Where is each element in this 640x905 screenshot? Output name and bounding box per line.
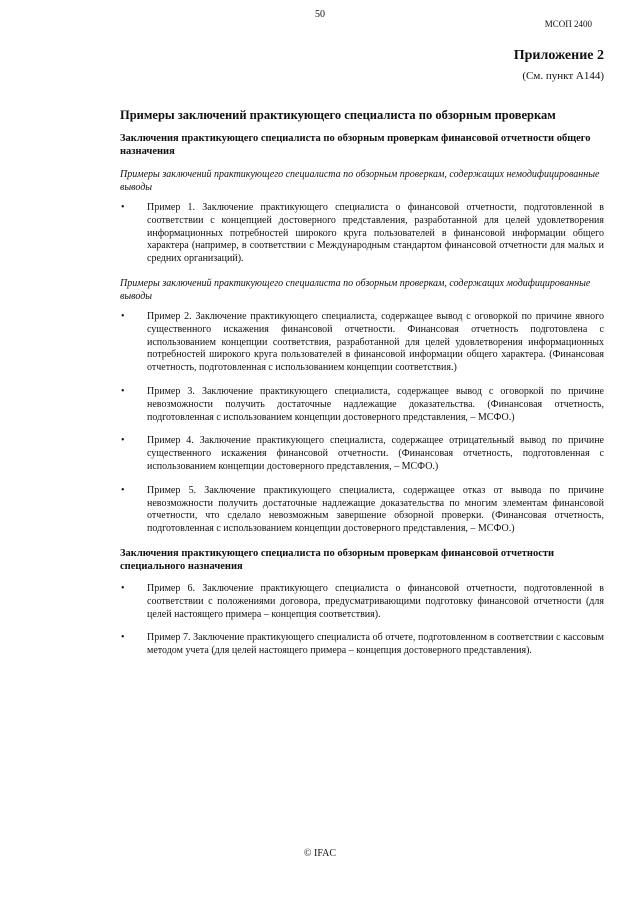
example-list-modified [120, 311, 604, 536]
bullet-icon: • [121, 435, 125, 447]
list-item-text: Пример 4. Заключение практикующего специалиста, содержащее отрицательный вывод по причине существенного искажения финансовой отчетности. (Финансовая отчетность, подготовленная с использованием концепции достоверного представления, – МСФО.) [147, 435, 604, 472]
page-title: Примеры заключений практикующего специалиста по обзорным проверкам [120, 108, 556, 122]
list-item-text: Пример 7. Заключение практикующего специалиста об отчете, подготовленном в соответствии с кассовым методом учета (для целей настоящего примера – концепция достоверного представления). [147, 632, 604, 657]
list-item-example-7 [120, 632, 604, 658]
list-item-text: Пример 5. Заключение практикующего специалиста, содержащее отказ от вывода по причине невозможности получить достаточные надлежащие доказательства по многим элементам финансовой отчетности, что сделало невозможным завершение обзорной проверки. (Финансовая отчетность, подготовленная с использованием концепции достоверного представления, – МСФО.) [147, 484, 604, 535]
list-item-example-2 [120, 311, 604, 375]
section-title-special-purpose: Заключения практикующего специалиста по обзорным проверкам финансовой отчетности специального назначения [120, 547, 555, 572]
standard-code: МСОП 2400 [544, 19, 592, 29]
page-number: 50 [315, 9, 325, 20]
bullet-icon: • [121, 310, 125, 322]
list-item-text: Пример 6. Заключение практикующего специалиста о финансовой отчетности, подготовленной в соответствии с положениями договора, предусматривающими подготовку финансовой отчетности (для целей настоящего примера – концепция соответствия). [147, 582, 604, 620]
subtitle-unmodified-conclusions: Примеры заключений практикующего специалиста по обзорным проверкам, содержащих немодифицированные выводы [120, 169, 600, 193]
example-list-special-purpose [120, 583, 604, 658]
copyright-footer: © IFAC [303, 848, 337, 859]
list-item-example-6 [120, 583, 604, 621]
list-item-text: Пример 3. Заключение практикующего специалиста, содержащее вывод с оговоркой по причине невозможности получить достаточные надлежащие доказательства. (Финансовая отчетность, подготовленная с использованием концепции достоверного представления, – МСФО.) [147, 385, 604, 423]
document-body [120, 107, 604, 669]
list-item-example-1 [120, 202, 604, 266]
list-item-example-5 [120, 485, 604, 536]
appendix-title: Приложение 2 [513, 48, 604, 63]
section-title-general-purpose: Заключения практикующего специалиста по обзорным проверкам финансовой отчетности общего назначения [120, 133, 591, 157]
bullet-icon: • [121, 202, 125, 213]
example-list-unmodified [120, 202, 604, 266]
appendix-reference: (См. пункт А144) [522, 70, 604, 82]
list-item-example-4 [120, 435, 604, 473]
subtitle-modified-conclusions: Примеры заключений практикующего специалиста по обзорным проверкам, содержащих модифицированные выводы [120, 277, 591, 302]
list-item-text: Пример 2. Заключение практикующего специалиста, содержащее вывод с оговоркой по причине явного существенного искажения финансовой отчетности. Финансовая отчетность подготовлена с использованием концепции соответствия, разработанной для целей удовлетворения информационных потребностей широкого круга пользователей в финансовой информации общего характера. (Финансовая отчетность, подготовленная с использованием концепции соответствия.) [147, 310, 604, 374]
bullet-icon: • [121, 582, 125, 594]
bullet-icon: • [121, 484, 125, 496]
list-item-text: Пример 1. Заключение практикующего специалиста о финансовой отчетности, подготовленной в соответствии с концепцией достоверного представления, разработанной для целей удовлетворения информационных потребностей широкого круга пользователей в финансовой информации общего характера (например, в соответствии с Международным стандартом финансовой отчетности для малых и средних организаций). [147, 202, 604, 265]
bullet-icon: • [121, 385, 125, 397]
bullet-icon: • [121, 632, 125, 644]
list-item-example-3 [120, 386, 604, 424]
